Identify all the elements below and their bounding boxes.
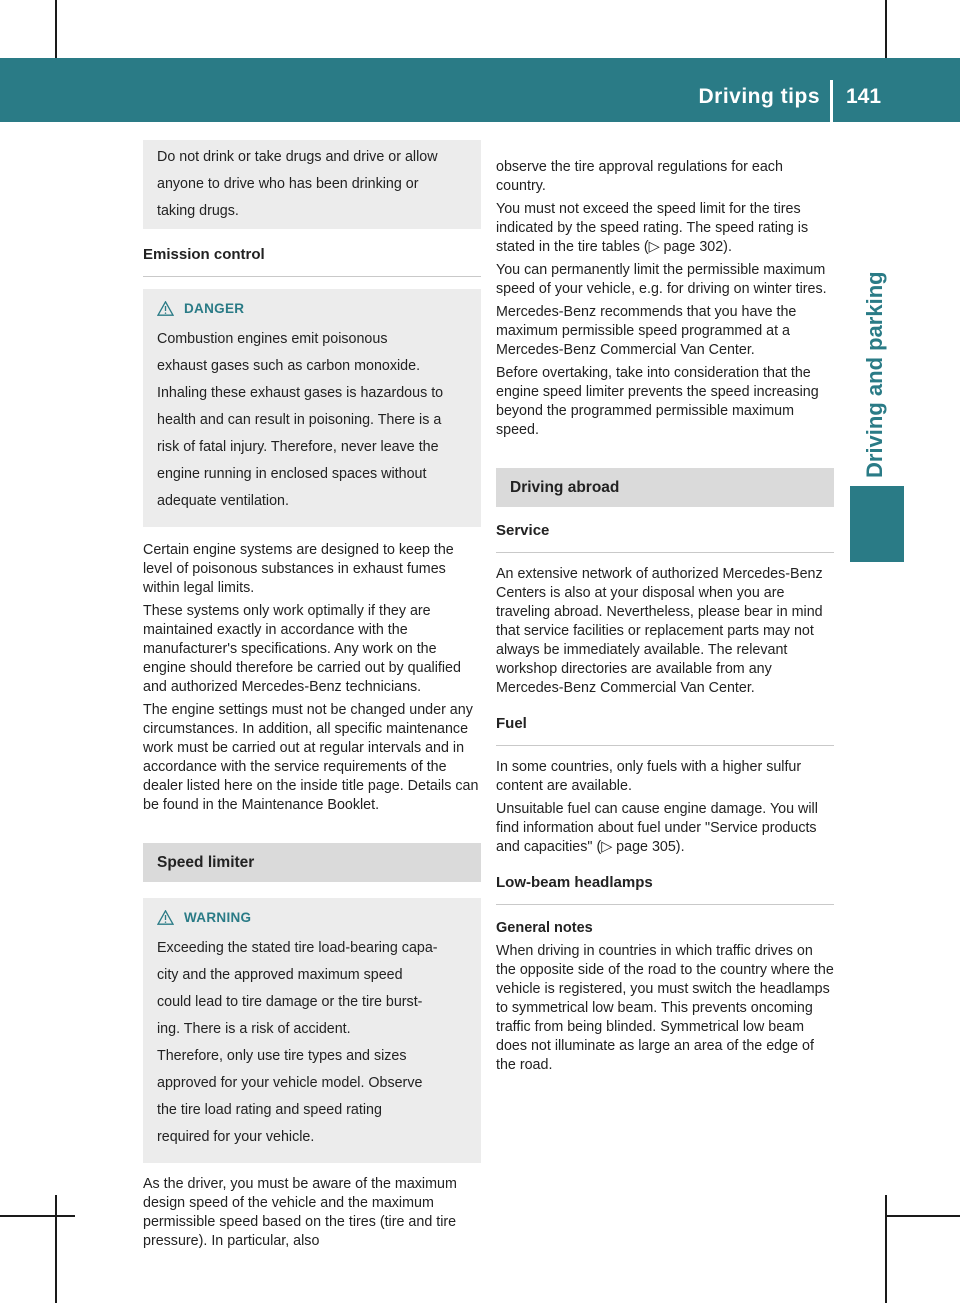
paragraph: observe the tire approval regulations for each country. [496,159,783,194]
paragraph: You must not exceed the speed limit for the tires indicated by the speed rating. The speed rating is stated in the tire tables (▷ page 302). [496,201,809,255]
danger-line: health and can result in poisoning. There is a [157,412,442,428]
fuel-heading: Fuel [496,714,834,746]
paragraph: In some countries, only fuels with a higher sulfur content are available. [496,759,802,794]
paragraph: When driving in countries in which traffic drives on the opposite side of the road to the country where the vehicle is registered, you must switch the headlamps to symmetrical low beam. This prevents oncoming traffic from being blinded. Symmetrical low beam does not illuminate as large an area of the edge of the road. [496,943,834,1073]
paragraph: Unsuitable fuel can cause engine damage. You will find information about fuel under "Service products and capacities" (▷ page 305). [496,801,818,855]
warning-title: WARNING [184,910,252,925]
speed-limiter-heading: Speed limiter [143,843,481,882]
danger-line: Combustion engines emit poisonous [157,331,388,347]
danger-line: exhaust gases such as carbon monoxide. [157,358,421,374]
warning-title-row [157,908,471,927]
danger-box [143,289,481,527]
general-notes-heading: General notes [496,920,593,936]
right-column [496,158,834,1079]
paragraph: The engine settings must not be changed under any circumstances. In addition, all specific maintenance work must be carried out at regular intervals and in accordance with the service requirements of the dealer listed here on the inside title page. Details can be found in the Maintenance Booklet. [143,702,479,813]
note-line: taking drugs. [157,203,239,219]
warning-line: could lead to tire damage or the tire burst- [157,994,423,1010]
crop-mark [0,1215,75,1217]
top-note-box [143,140,481,229]
danger-title: DANGER [184,301,245,316]
driving-abroad-heading: Driving abroad [496,468,834,507]
left-column [143,140,481,1255]
crop-mark [885,0,887,58]
warning-line: city and the approved maximum speed [157,967,403,983]
danger-title-row [157,299,471,318]
paragraph: As the driver, you must be aware of the maximum design speed of the vehicle and the maximum permissible speed based on the tires (tire and tire pressure). In particular, also [143,1176,457,1249]
danger-line: Inhaling these exhaust gases is hazardous to [157,385,444,401]
paragraph: Certain engine systems are designed to keep the level of poisonous substances in exhaust fumes within legal limits. [143,542,454,596]
warning-triangle-icon [157,910,174,925]
danger-line: engine running in enclosed spaces without [157,466,427,482]
crop-mark [55,1195,57,1303]
note-line: Do not drink or take drugs and drive or allow [157,149,438,165]
crop-mark [885,1195,887,1303]
side-tab-label: Driving and parking [862,271,887,478]
paragraph: These systems only work optimally if they are maintained exactly in accordance with the manufacturer's specifications. Any work on the engine should therefore be carried out by qualified and authorized Mercedes-Benz technicians. [143,603,461,695]
service-heading: Service [496,521,834,553]
warning-line: ing. There is a risk of accident. [157,1021,351,1037]
note-line: anyone to drive who has been drinking or [157,176,419,192]
warning-line: approved for your vehicle model. Observe [157,1075,423,1091]
header-divider [830,80,833,122]
paragraph: You can permanently limit the permissible maximum speed of your vehicle, e.g. for driving on winter tires. [496,262,827,297]
paragraph: Mercedes-Benz recommends that you have the maximum permissible speed programmed at a Mercedes-Benz Commercial Van Center. [496,304,797,358]
warning-line: required for your vehicle. [157,1129,315,1145]
page-header-title: Driving tips [698,85,820,108]
warning-triangle-icon [157,301,174,316]
emission-body [143,541,481,815]
warning-line: the tire load rating and speed rating [157,1102,382,1118]
warning-line: Exceeding the stated tire load-bearing capa- [157,940,438,956]
crop-mark [55,0,57,58]
warning-line: Therefore, only use tire types and sizes [157,1048,407,1064]
crop-mark [885,1215,960,1217]
paragraph: Before overtaking, take into consideration that the engine speed limiter prevents the speed increasing beyond the programmed permissible maximum speed. [496,365,819,438]
emission-heading: Emission control [143,245,481,277]
page-number: 141 [846,85,882,108]
danger-line: adequate ventilation. [157,493,289,509]
side-tab-marker [850,486,904,562]
danger-line: risk of fatal injury. Therefore, never leave the [157,439,439,455]
low-beam-heading: Low-beam headlamps [496,873,834,905]
paragraph: An extensive network of authorized Mercedes-Benz Centers is also at your disposal when you are traveling abroad. Nevertheless, please bear in mind that service facilities or replacement parts may not always be immediately available. The relevant workshop directories are available from any Mercedes-Benz Commercial Van Center. [496,566,823,696]
warning-box [143,898,481,1163]
